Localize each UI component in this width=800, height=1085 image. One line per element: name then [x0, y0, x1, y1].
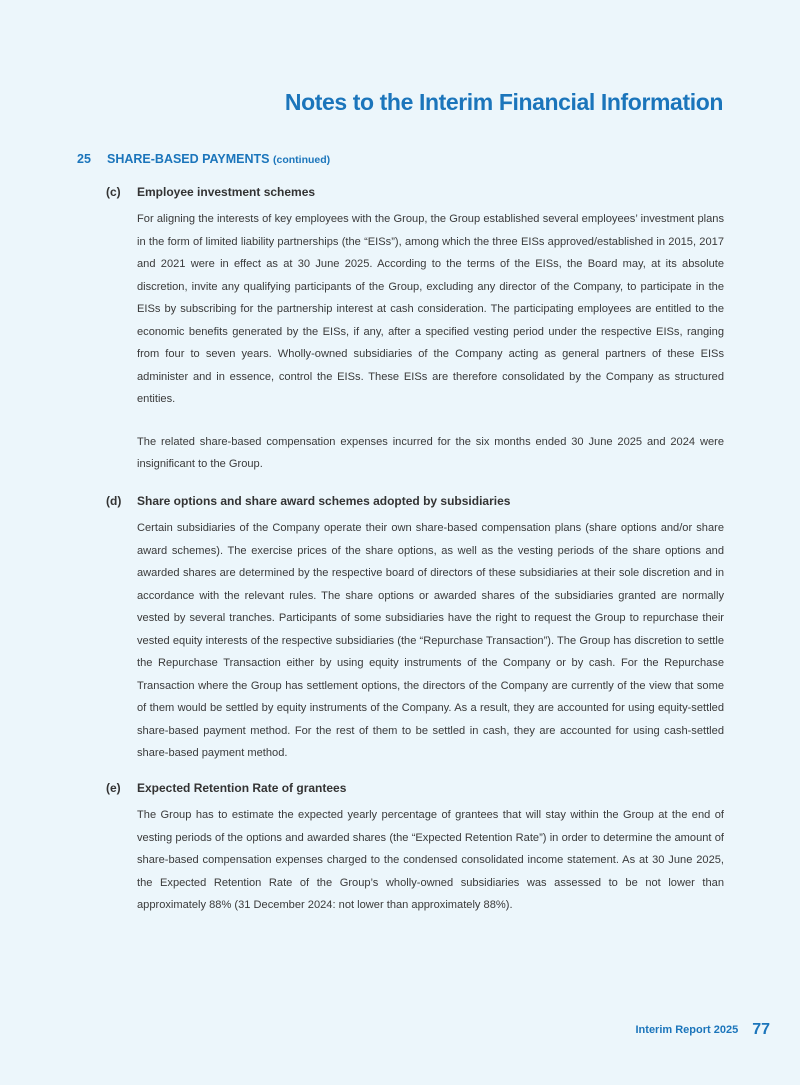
paragraph: Certain subsidiaries of the Company operate their own share-based compensation plans (share options and/or share award schemes). The exercise prices of the share options, as well as the vesting periods of the share options and awarded shares are determined by the respective board of directors of these subsidiaries at their sole discretion and in accordance with the relevant rules. The share options or awarded shares of the subsidiaries granted are normally vested by several tranches. Participants of some subsidiaries have the right to request the Group to repurchase their vested equity interests of the respective subsidiaries (the “Repurchase Transaction”). The Group has discretion to settle the Repurchase Transaction either by using equity instruments of the Company or by cash. For the Repurchase Transaction where the Group has settlement options, the directors of the Company are currently of the view that some of them would be settled by equity instruments of the Company. As a result, they are accounted for using equity-settled share-based payment method. For the rest of them to be settled in cash, they are accounted for using cash-settled share-based payment method.: [137, 522, 724, 759]
subsection-share-options-schemes: [106, 494, 726, 765]
subsection-heading: [106, 494, 726, 508]
page-title: Notes to the Interim Financial Information: [284, 89, 723, 115]
subsection-heading: [106, 781, 726, 795]
page-footer: [636, 1021, 771, 1039]
subsection-title: Share options and share award schemes adopted by subsidiaries: [137, 494, 511, 508]
subsection-heading: [106, 185, 726, 199]
paragraph: The related share-based compensation expenses incurred for the six months ended 30 June 2025 and 2024 were insignificant to the Group.: [137, 435, 724, 470]
subsection-employee-investment-schemes: [106, 185, 726, 476]
subsection-letter: (d): [106, 494, 122, 508]
paragraph: The Group has to estimate the expected yearly percentage of grantees that will stay within the Group at the end of vesting periods of the options and awarded shares (the “Expected Retention Rate”) in order to determine the amount of share-based compensation expenses charged to the condensed consolidated income statement. As at 30 June 2025, the Expected Retention Rate of the Group’s wholly-owned subsidiaries was assessed to be not lower than approximately 88% (31 December 2024: not lower than approximately 88%).: [137, 809, 724, 911]
page-number: 77: [752, 1021, 770, 1038]
subsection-title: Expected Retention Rate of grantees: [137, 781, 347, 795]
subsection-expected-retention-rate: [106, 781, 726, 917]
subsection-letter: (c): [106, 185, 121, 199]
section-title: SHARE-BASED PAYMENTS: [107, 152, 270, 166]
subsection-letter: (e): [106, 781, 121, 795]
section-continued-label: (continued): [273, 154, 331, 166]
subsection-title: Employee investment schemes: [137, 185, 316, 199]
paragraph: For aligning the interests of key employees with the Group, the Group established several employees’ investment plans in the form of limited liability partnerships (the “EISs”), among which the three EISs approved/established in 2015, 2017 and 2021 were in effect as at 30 June 2025. According to the terms of the EISs, the Board may, at its absolute discretion, invite any qualifying participants of the Group, excluding any director of the Company, to participate in the EISs by subscribing for the partnership interest at cash consideration. The participating employees are entitled to the economic benefits generated by the EISs, if any, after a specified vesting period under the respective EISs, ranging from four to seven years. Wholly-owned subsidiaries of the Company acting as general partners of these EISs administer and in essence, control the EISs. These EISs are therefore consolidated by the Company as structured entities.: [137, 213, 724, 405]
section-number: 25: [77, 152, 91, 166]
section-heading: [77, 152, 330, 166]
report-name: Interim Report 2025: [635, 1024, 739, 1036]
